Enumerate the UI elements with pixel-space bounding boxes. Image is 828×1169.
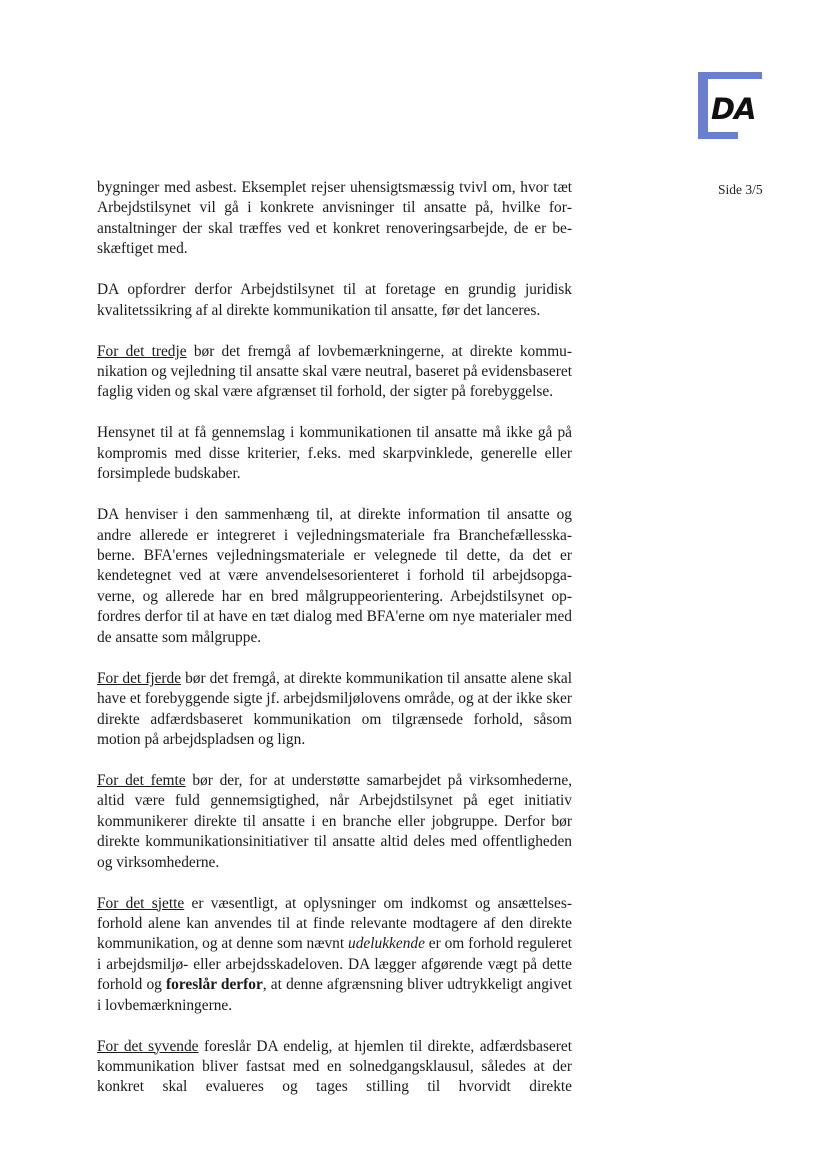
paragraph-kvalitetssikring (97, 280, 572, 321)
logo-bracket-bottom (698, 132, 738, 139)
document-body (97, 178, 572, 1118)
paragraph-sjette (97, 894, 572, 1016)
paragraph-bold: foreslår derfor (166, 976, 263, 994)
paragraph-text: bør det fremgå af lovbemærkningerne, at direkte kommunikation og vejledning til ansatte skal være neutral, baseret på evidensbaseret faglig viden og skal være afgrænset til forhold, der sigter på forebyggelse. (97, 342, 572, 401)
paragraph-femte (97, 771, 572, 873)
paragraph-lead: For det tredje (97, 342, 187, 360)
paragraph-text: er om forhold reguleret i arbejdsmiljø- eller arbejdsskadeloven. DA lægger afgørende vægt på dette forhold og (97, 935, 572, 994)
logo-bracket-left (698, 72, 708, 138)
paragraph-hensynet (97, 423, 572, 484)
paragraph-lead: For det femte (97, 771, 186, 789)
paragraph-text: , at denne afgrænsning bliver udtrykkeligt angivet i lovbemærkningerne. (97, 976, 572, 1014)
page-number: Side 3/5 (718, 182, 763, 197)
paragraph-lead: For det sjette (97, 894, 185, 912)
paragraph-text: DA henviser i den sammenhæng til, at direkte information til ansatte og andre allerede er integreret i vejledningsmateriale fra Branchefællesskaberne. BFA'ernes vejledningsmateriale er velegnede til dette, da det er kendetegnet ved at være anvendelsesorienteret i forhold til arbejdsopgaverne, og allerede har en bred målgruppeorientering. Arbejdstilsynet opfordres derfor til at have en tæt dialog med BFA'erne om nye materialer med de ansatte som målgruppe. (97, 506, 572, 646)
paragraph-lead: For det fjerde (97, 669, 182, 687)
paragraph-text: bygninger med asbest. Eksemplet rejser uhensigtsmæssig tvivl om, hvor tæt Arbejdstilsynet vil gå i konkrete anvisninger til ansatte på, hvilke foranstaltninger der skal træffes ved et konkret renoveringsarbejde, de er beskæftiget med. (97, 179, 572, 258)
paragraph-text: Hensynet til at få gennemslag i kommunikationen til ansatte må ikke gå på kompromis med disse kriterier, f.eks. med skarpvinklede, generelle eller forsimplede budskaber. (97, 424, 572, 483)
paragraph-syvende (97, 1037, 572, 1098)
paragraph-text: bør det fremgå, at direkte kommunikation til ansatte alene skal have et forebyggende sigte jf. arbejdsmiljølovens område, og at der ikke sker direkte adfærdsbaseret kommunikation om tilgrænsede forhold, såsom motion på arbejdspladsen og lign. (97, 669, 572, 748)
paragraph-italic: udelukkende (348, 935, 425, 953)
paragraph-text: bør der, for at understøtte samarbejdet på virksomhederne, altid være fuld gennemsigtighed, når Arbejdstilsynet på eget initiativ kommunikerer direkte til ansatte i en branche eller jobgruppe. Derfor bør direkte kommunikationsinitiativer til ansatte altid deles med offentligheden og virksomhederne. (97, 771, 573, 871)
paragraph-text: er væsentligt, at oplysninger om indkomst og ansættelsesforhold alene kan anvendes til at finde relevante modtagere af den direkte kommunikation, og at denne som nævnt (97, 894, 572, 953)
paragraph-lead: For det syvende (97, 1037, 199, 1055)
paragraph-text: DA opfordrer derfor Arbejdstilsynet til at foretage en grundig juridisk kvalitetssikring af al direkte kommunikation til ansatte, før det lanceres. (97, 281, 572, 319)
logo-text: DA (711, 92, 756, 126)
paragraph-tredje (97, 342, 572, 403)
paragraph-asbest (97, 178, 572, 260)
paragraph-text: foreslår DA endelig, at hjemlen til direkte, adfærdsbaseret kommunikation bliver fastsat med en solnedgangsklausul, således at der konkret skal evalueres og tages stilling til hvorvidt direkte (97, 1037, 573, 1096)
da-logo (698, 72, 768, 144)
paragraph-bfa (97, 505, 572, 648)
paragraph-fjerde (97, 669, 572, 751)
